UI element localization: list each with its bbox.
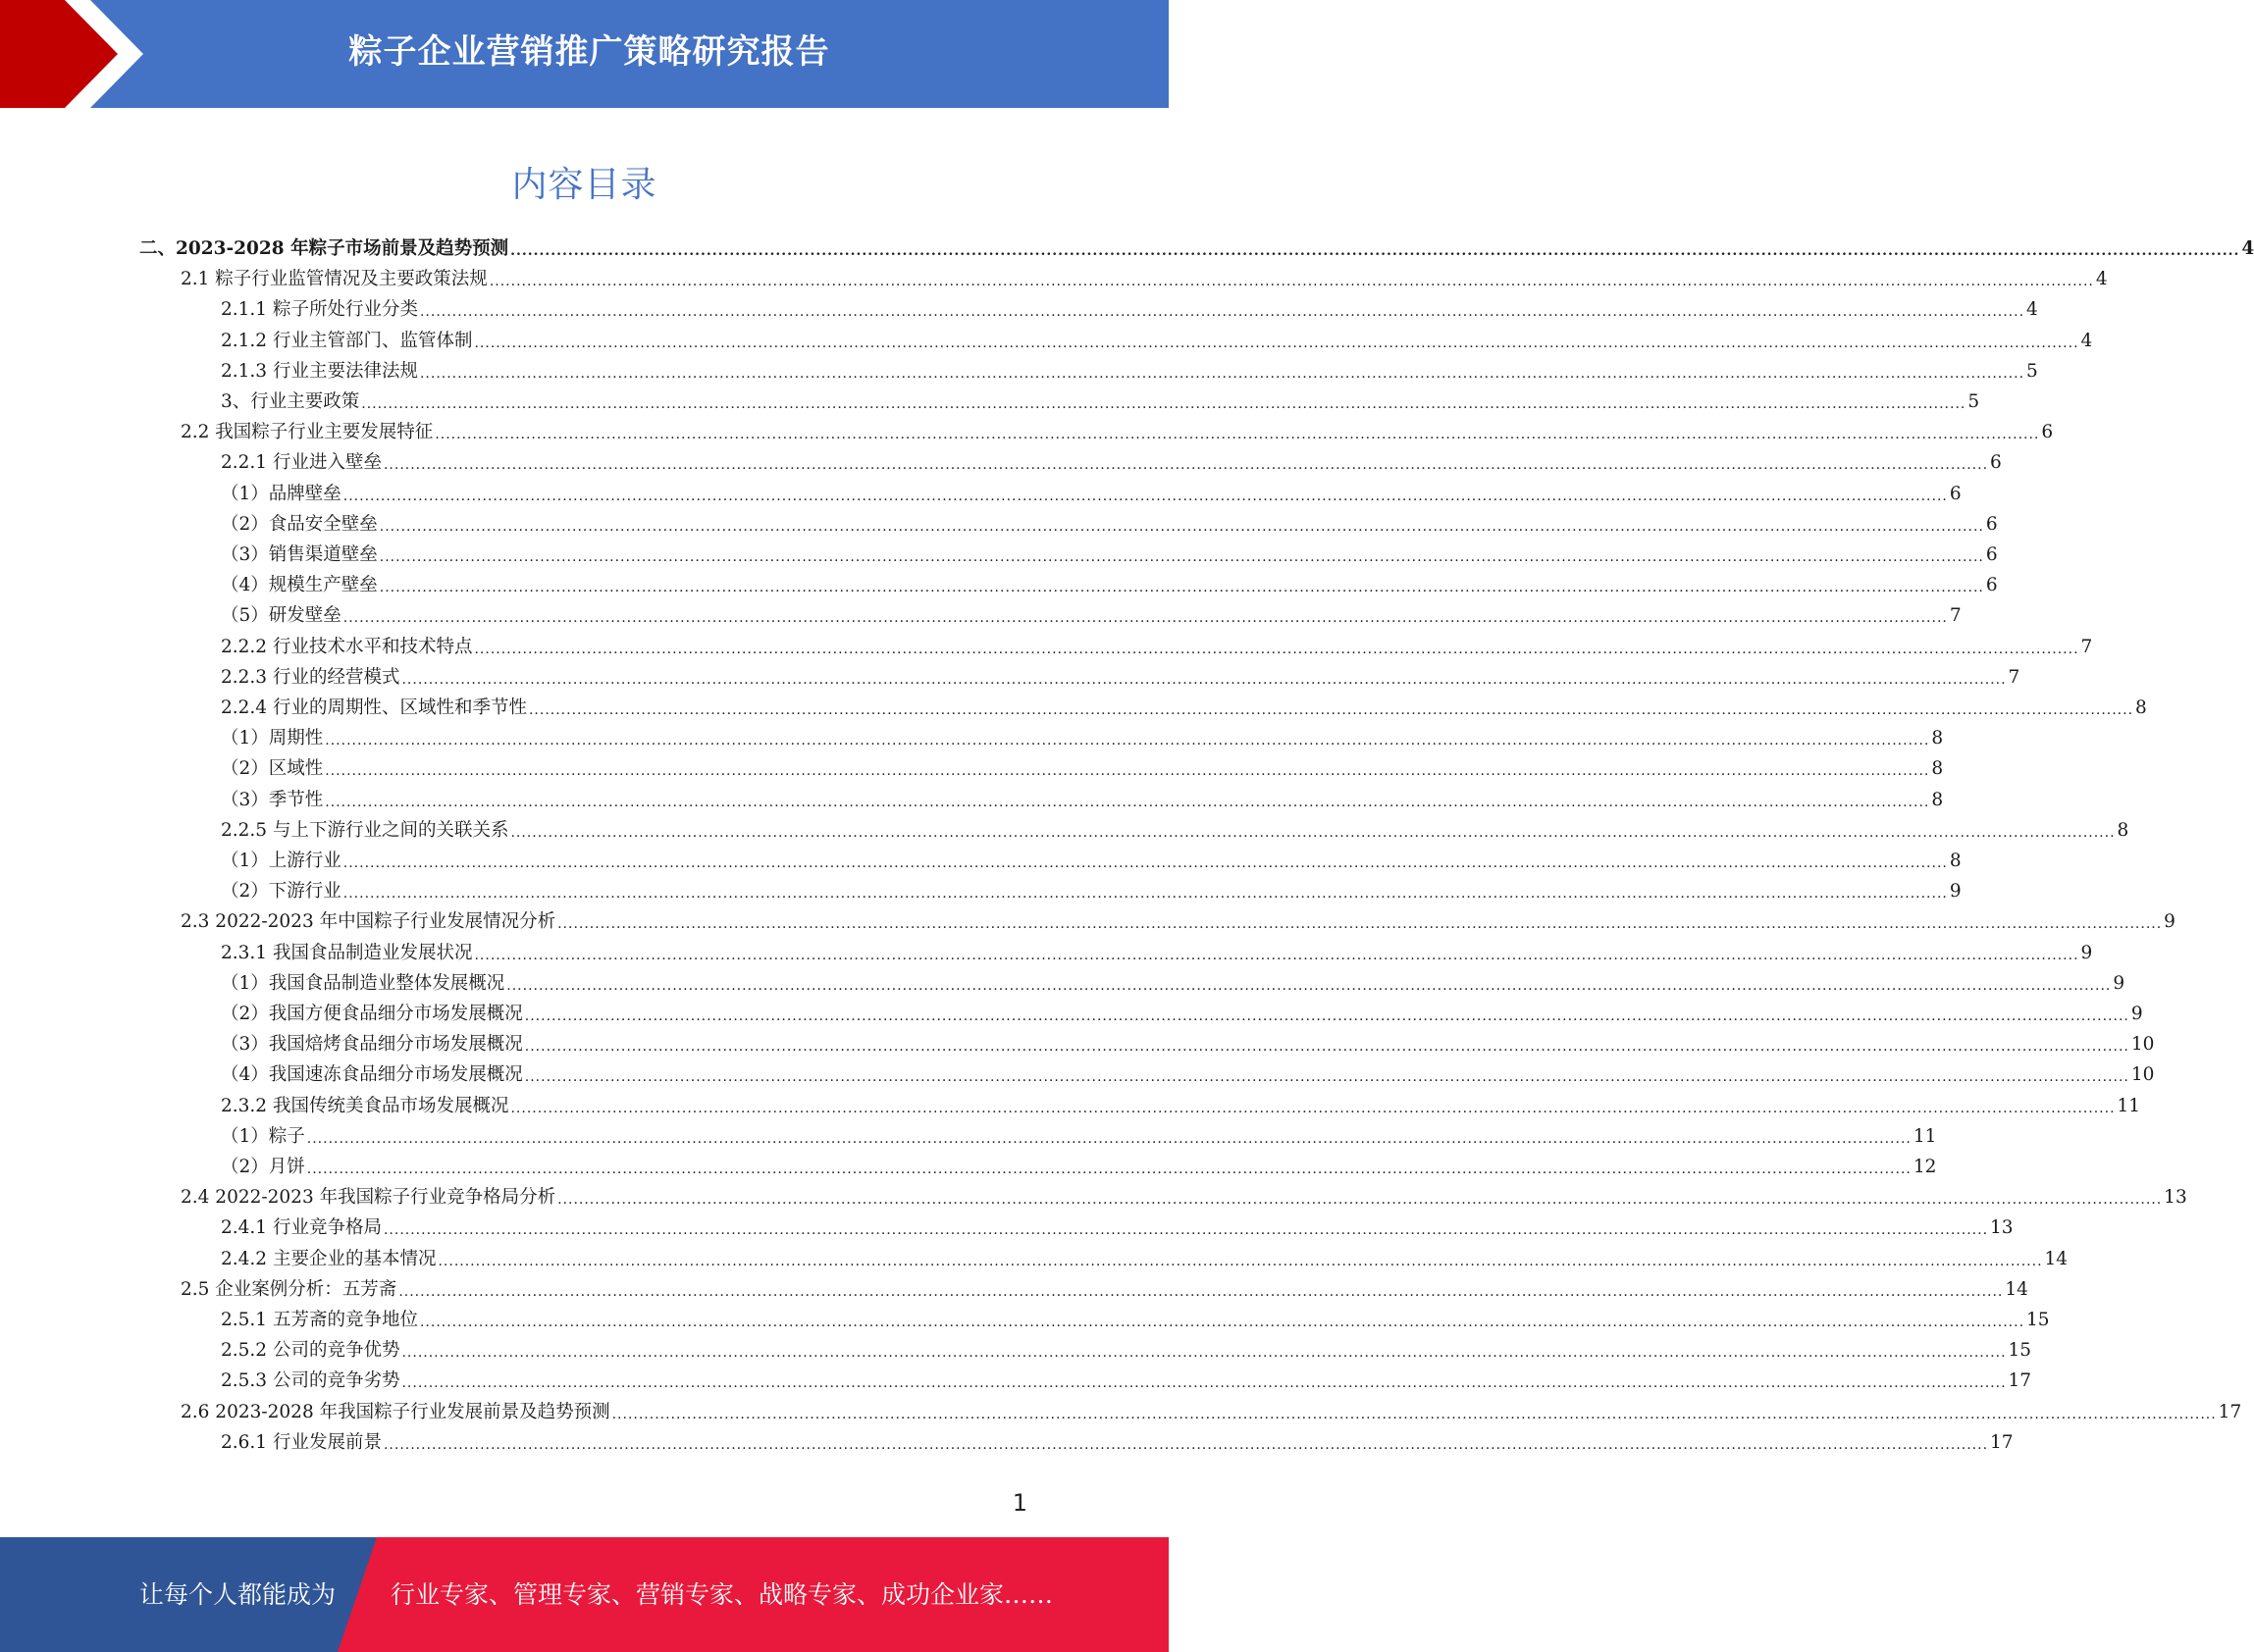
toc-entry[interactable]: [221, 323, 2093, 352]
toc-entry-page: 9: [2113, 972, 2125, 994]
toc-entry-page: 17: [1990, 1431, 2014, 1453]
toc-entry-page: 11: [1913, 1125, 1937, 1147]
toc-entry-label: 2.6.1 行业发展前景: [221, 1431, 382, 1453]
toc-entry[interactable]: [221, 476, 1962, 505]
toc-entry-page: 6: [1985, 513, 1998, 535]
toc-dot-leader: ............................................................................................................................................................................................................................................................................................................: [342, 610, 1948, 627]
toc-entry-page: 11: [2117, 1095, 2141, 1116]
toc-dot-leader: ............................................................................................................................................................................................................................................................................................................: [383, 1436, 1989, 1453]
toc-entry[interactable]: [221, 873, 1962, 903]
toc-entry-label: 2.1 粽子行业监管情况及主要政策法规: [181, 269, 488, 290]
toc-entry[interactable]: [221, 782, 1944, 811]
toc-entry-page: 6: [1949, 483, 1962, 504]
toc-dot-leader: ............................................................................................................................................................................................................................................................................................................: [401, 1345, 2007, 1362]
toc-entry[interactable]: [181, 1179, 2187, 1209]
toc-dot-leader: ............................................................................................................................................................................................................................................................................................................: [474, 947, 2079, 963]
toc-entry[interactable]: [181, 903, 2175, 933]
toc-entry[interactable]: [181, 414, 2054, 443]
toc-entry-page: 4: [2241, 238, 2254, 259]
toc-dot-leader: ............................................................................................................................................................................................................................................................................................................: [325, 794, 1930, 810]
toc-entry-label: （2）区域性: [221, 758, 324, 780]
toc-dot-leader: ............................................................................................................................................................................................................................................................................................................: [419, 1315, 2025, 1330]
toc-entry[interactable]: [221, 567, 1998, 596]
toc-entry[interactable]: [221, 996, 2143, 1025]
toc-entry[interactable]: [139, 231, 2254, 260]
toc-entry-label: （1）我国食品制造业整体发展概况: [221, 972, 505, 994]
toc-entry-label: （4）规模生产壁垒: [221, 575, 378, 596]
toc-entry[interactable]: [221, 812, 2129, 842]
toc-entry-page: 9: [2080, 942, 2093, 963]
toc-dot-leader: ............................................................................................................................................................................................................................................................................................................: [419, 304, 2025, 321]
toc-entry[interactable]: [221, 353, 2038, 383]
toc-entry[interactable]: [221, 1210, 2014, 1239]
toc-entry[interactable]: [221, 506, 1998, 536]
toc-dot-leader: ............................................................................................................................................................................................................................................................................................................: [379, 518, 1984, 535]
toc-entry-label: （1）周期性: [221, 728, 324, 749]
toc-entry-page: 4: [2095, 269, 2108, 290]
toc-entry-label: 2.3.2 我国传统美食品市场发展概况: [221, 1095, 509, 1116]
toc-entry-page: 10: [2130, 1034, 2155, 1056]
toc-dot-leader: ............................................................................................................................................................................................................................................................................................................: [474, 641, 2079, 657]
toc-entry-page: 7: [2008, 666, 2020, 688]
toc-entry-label: 2.6 2023-2028 年我国粽子行业发展前景及趋势预测: [181, 1401, 610, 1422]
toc-entry-page: 5: [2026, 360, 2038, 382]
toc-entry-page: 17: [2008, 1370, 2032, 1392]
toc-entry[interactable]: [221, 1149, 1937, 1178]
toc-entry-page: 15: [2008, 1340, 2032, 1362]
toc-entry-page: 7: [2080, 636, 2093, 657]
toc-entry[interactable]: [221, 629, 2093, 658]
toc-dot-leader: ............................................................................................................................................................................................................................................................................................................: [438, 1253, 2043, 1269]
toc-entry-label: 2.4.2 主要企业的基本情况: [221, 1248, 437, 1269]
toc-entry-label: （2）食品安全壁垒: [221, 513, 378, 535]
toc-dot-leader: ............................................................................................................................................................................................................................................................................................................: [361, 396, 1966, 412]
toc-entry-label: 2.3 2022-2023 年中国粽子行业发展情况分析: [181, 911, 556, 933]
toc-dot-leader: ............................................................................................................................................................................................................................................................................................................: [325, 733, 1930, 749]
toc-entry-page: 8: [2135, 697, 2147, 718]
toc-entry-label: （1）上游行业: [221, 851, 341, 871]
toc-entry-label: （2）我国方便食品细分市场发展概况: [221, 1004, 523, 1024]
page-number: 1: [1012, 1489, 1027, 1517]
toc-entry[interactable]: [221, 1088, 2141, 1117]
toc-entry-page: 12: [1913, 1157, 1937, 1177]
toc-entry-label: （1）粽子: [221, 1125, 305, 1147]
toc-entry[interactable]: [221, 750, 1944, 780]
toc-entry[interactable]: [181, 1394, 2242, 1423]
toc-dot-leader: ............................................................................................................................................................................................................................................................................................................: [557, 1192, 2163, 1209]
toc-entry[interactable]: [221, 384, 1980, 413]
toc-entry-page: 4: [2026, 299, 2038, 321]
toc-entry[interactable]: [221, 1363, 2032, 1392]
toc-dot-leader: ............................................................................................................................................................................................................................................................................................................: [524, 1069, 2129, 1086]
toc-entry[interactable]: [221, 1332, 2032, 1362]
toc-entry-page: 6: [1990, 452, 2002, 474]
toc-entry-label: 2.2 我国粽子行业主要发展特征: [181, 422, 434, 443]
toc-dot-leader: ............................................................................................................................................................................................................................................................................................................: [489, 274, 2094, 290]
toc-dot-leader: ............................................................................................................................................................................................................................................................................................................: [342, 886, 1948, 903]
header-banner: [0, 0, 1169, 108]
toc-entry-page: 5: [1967, 391, 1980, 412]
toc-dot-leader: ............................................................................................................................................................................................................................................................................................................: [306, 1130, 1912, 1147]
toc-dot-leader: ............................................................................................................................................................................................................................................................................................................: [510, 243, 2240, 259]
toc-entry[interactable]: [221, 935, 2093, 964]
toc-dot-leader: ............................................................................................................................................................................................................................................................................................................: [401, 1375, 2007, 1392]
toc-dot-leader: ............................................................................................................................................................................................................................................................................................................: [325, 763, 1930, 780]
toc-dot-leader: ............................................................................................................................................................................................................................................................................................................: [506, 977, 2112, 994]
toc-entry-page: 15: [2026, 1310, 2050, 1330]
toc-entry[interactable]: [181, 261, 2108, 290]
toc-entry-page: 9: [1949, 881, 1962, 903]
toc-entry-page: 14: [2044, 1248, 2069, 1269]
toc-dot-leader: ............................................................................................................................................................................................................................................................................................................: [398, 1283, 2004, 1300]
toc-entry-page: 6: [1985, 575, 1998, 596]
toc-entry-label: （3）销售渠道壁垒: [221, 544, 378, 565]
toc-entry[interactable]: [221, 1118, 1937, 1148]
toc-entry[interactable]: [221, 1424, 2014, 1454]
toc-entry-label: 2.2.1 行业进入壁垒: [221, 452, 382, 474]
toc-entry-page: 9: [2130, 1004, 2143, 1024]
toc-entry-label: 2.2.4 行业的周期性、区域性和季节性: [221, 697, 527, 718]
toc-entry-label: 2.4 2022-2023 年我国粽子行业竞争格局分析: [181, 1187, 556, 1209]
toc-entry-page: 13: [2164, 1187, 2187, 1209]
toc-dot-leader: ............................................................................................................................................................................................................................................................................................................: [510, 1100, 2116, 1116]
toc-entry[interactable]: [221, 1026, 2155, 1056]
toc-entry-page: 13: [1990, 1217, 2014, 1239]
toc-dot-leader: ............................................................................................................................................................................................................................................................................................................: [474, 335, 2079, 351]
toc-entry-page: 8: [2117, 819, 2129, 841]
toc-entry-label: 2.5.1 五芳斋的竞争地位: [221, 1310, 418, 1330]
footer-banner: [0, 1537, 1169, 1652]
toc-entry-page: 10: [2130, 1064, 2155, 1086]
toc-entry-page: 8: [1931, 728, 1944, 749]
toc-entry[interactable]: [221, 597, 1962, 627]
toc-entry-label: 二、2023-2028 年粽子市场前景及趋势预测: [139, 238, 509, 259]
toc-dot-leader: ............................................................................................................................................................................................................................................................................................................: [524, 1008, 2129, 1024]
toc-entry-label: 2.2.5 与上下游行业之间的关联关系: [221, 819, 509, 841]
toc-entry[interactable]: [221, 291, 2038, 321]
toc-dot-leader: ............................................................................................................................................................................................................................................................................................................: [306, 1162, 1912, 1177]
toc-entry[interactable]: [221, 1057, 2155, 1086]
toc-entry-label: 2.1.1 粽子所处行业分类: [221, 299, 418, 321]
toc-entry-page: 8: [1931, 789, 1944, 810]
toc-entry-page: 9: [2164, 911, 2175, 933]
toc-entry-label: 2.2.3 行业的经营模式: [221, 666, 400, 688]
toc-entry[interactable]: [221, 1302, 2050, 1331]
toc-entry-label: 2.1.3 行业主要法律法规: [221, 360, 418, 382]
toc-entry-label: 2.2.2 行业技术水平和技术特点: [221, 636, 473, 657]
toc-heading: 内容目录: [511, 165, 657, 205]
toc-entry-page: 17: [2218, 1401, 2242, 1422]
toc-entry-label: （3）季节性: [221, 789, 324, 810]
toc-entry[interactable]: [181, 1271, 2028, 1301]
toc-entry[interactable]: [221, 965, 2125, 995]
toc-dot-leader: ............................................................................................................................................................................................................................................................................................................: [401, 671, 2007, 688]
toc-dot-leader: ............................................................................................................................................................................................................................................................................................................: [611, 1406, 2217, 1422]
toc-dot-leader: ............................................................................................................................................................................................................................................................................................................: [510, 824, 2116, 841]
footer-slogan-left: 让每个人都能成为: [139, 1580, 337, 1609]
toc-entry-page: 6: [2041, 422, 2054, 443]
toc-entry-page: 14: [2005, 1278, 2028, 1300]
toc-entry-label: （3）我国焙烤食品细分市场发展概况: [221, 1034, 523, 1056]
toc-entry-label: 3、行业主要政策: [221, 391, 360, 412]
toc-dot-leader: ............................................................................................................................................................................................................................................................................................................: [379, 549, 1984, 565]
toc-dot-leader: ............................................................................................................................................................................................................................................................................................................: [524, 1039, 2129, 1056]
toc-dot-leader: ............................................................................................................................................................................................................................................................................................................: [419, 365, 2025, 382]
toc-entry[interactable]: [221, 1241, 2069, 1270]
toc-dot-leader: ............................................................................................................................................................................................................................................................................................................: [379, 580, 1984, 596]
footer-slogan-right: 行业专家、管理专家、营销专家、战略专家、成功企业家……: [391, 1580, 1054, 1609]
toc-entry[interactable]: [221, 537, 1998, 566]
toc-entry-label: （4）我国速冻食品细分市场发展概况: [221, 1064, 523, 1086]
toc-dot-leader: ............................................................................................................................................................................................................................................................................................................: [435, 427, 2040, 443]
toc-entry-label: 2.5 企业案例分析：五芳斋: [181, 1278, 397, 1300]
toc-dot-leader: ............................................................................................................................................................................................................................................................................................................: [342, 855, 1948, 871]
toc-entry-label: 2.1.2 行业主管部门、监管体制: [221, 330, 473, 351]
toc-entry[interactable]: [221, 444, 2002, 474]
toc-entry-label: 2.5.3 公司的竞争劣势: [221, 1370, 400, 1392]
report-title: 粽子企业营销推广策略研究报告: [348, 32, 830, 72]
toc-entry-label: 2.4.1 行业竞争格局: [221, 1217, 382, 1239]
toc-entry-label: （5）研发壁垒: [221, 605, 341, 627]
toc-entry-label: （1）品牌壁垒: [221, 483, 341, 504]
toc-entry[interactable]: [221, 690, 2147, 719]
toc-dot-leader: ............................................................................................................................................................................................................................................................................................................: [557, 916, 2163, 933]
toc-entry[interactable]: [221, 843, 1962, 872]
toc-entry-page: 4: [2080, 330, 2093, 351]
toc-entry-page: 8: [1931, 758, 1944, 780]
toc-dot-leader: ............................................................................................................................................................................................................................................................................................................: [383, 457, 1989, 474]
toc-entry-page: 6: [1985, 544, 1998, 565]
toc-entry[interactable]: [221, 720, 1944, 749]
toc-entry-label: 2.5.2 公司的竞争优势: [221, 1340, 400, 1362]
toc-dot-leader: ............................................................................................................................................................................................................................................................................................................: [342, 488, 1948, 504]
toc-entry-page: 7: [1949, 605, 1962, 627]
toc-entry[interactable]: [221, 659, 2020, 689]
toc-entry-label: （2）月饼: [221, 1157, 305, 1177]
toc-entry-label: （2）下游行业: [221, 881, 341, 903]
toc-dot-leader: ............................................................................................................................................................................................................................................................................................................: [528, 702, 2134, 718]
toc-dot-leader: ............................................................................................................................................................................................................................................................................................................: [383, 1222, 1989, 1239]
toc-entry-page: 8: [1949, 851, 1962, 871]
toc-entry-label: 2.3.1 我国食品制造业发展状况: [221, 942, 473, 963]
